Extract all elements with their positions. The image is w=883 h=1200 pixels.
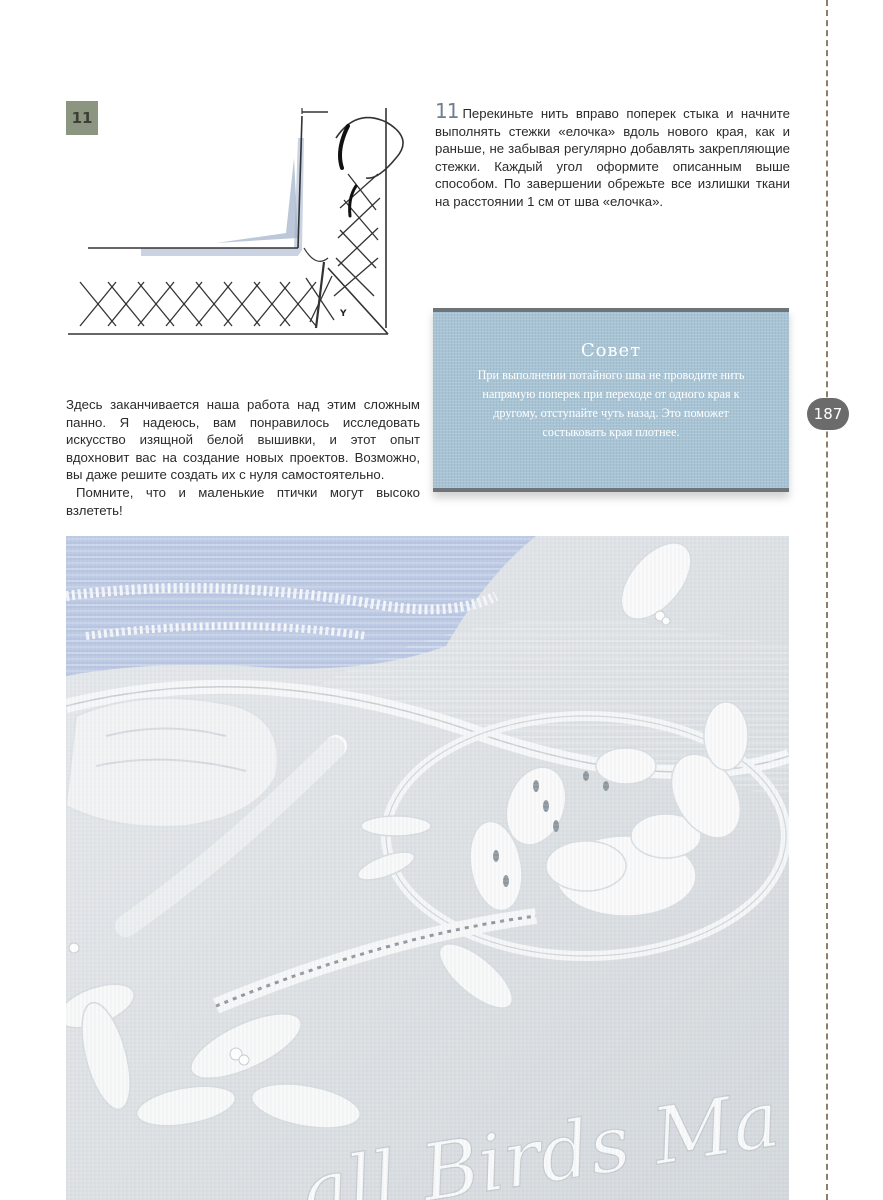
tip-body: При выполнении потайного шва не проводите нить напрямую поперек при переходе от одного края к другому, отступайте чуть назад. Это поможет состыковать края плотнее. — [477, 368, 745, 439]
page-margin-rule — [826, 0, 828, 1200]
step-instructions — [435, 99, 790, 211]
step-number: 11 — [435, 99, 459, 123]
tip-box — [433, 308, 789, 492]
embroidery-photo — [66, 536, 789, 1200]
step-text: Перекиньте нить вправо поперек стыка и начните выполнять стежки «елочка» вдоль нового края, как и раньше, не забывая регулярно добавлять закрепляющие стежки. Каждый угол оформите описанным выше способом. По завершении обрежьте все излишки ткани на расстоянии 1 см от шва «елочка». — [435, 106, 790, 209]
closing-text — [66, 396, 420, 519]
diagram-label: Y — [340, 309, 347, 319]
closing-paragraph-1: Здесь заканчивается наша работа над этим сложным панно. Я надеюсь, вам понравилось исследовать искусство изящной белой вышивки, и этот опыт вдохновит вас на создание новых проектов. Возможно, вы даже решите создать их с нуля самостоятельно. — [66, 397, 420, 483]
page-number: 187 — [807, 398, 849, 430]
closing-paragraph-2: Помните, что и маленькие птички могут высоко взлететь! — [66, 484, 420, 518]
stitch-diagram — [66, 98, 416, 350]
step-badge: 11 — [66, 101, 98, 135]
tip-title: Совет — [580, 340, 642, 361]
embroidery-photo-art — [66, 536, 789, 1200]
